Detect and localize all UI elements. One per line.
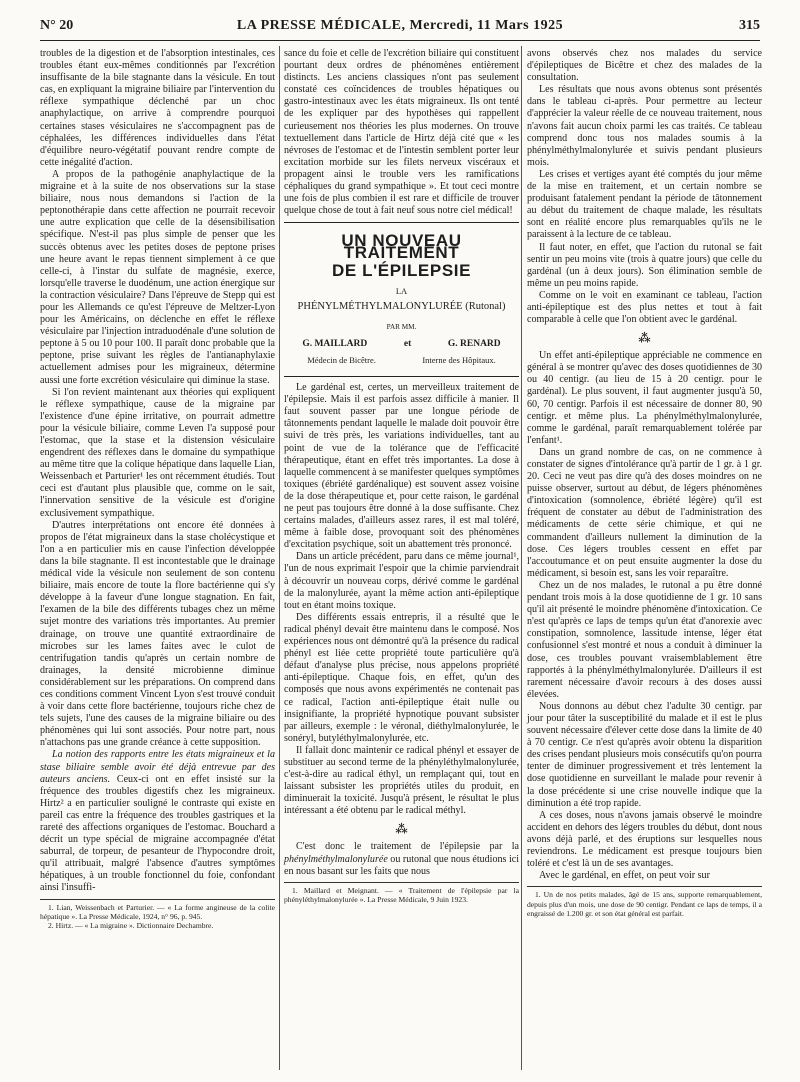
paragraph-text: C'est donc le traitement de l'épilepsie par la [296, 841, 519, 853]
paragraph: Les résultats que nous avons obtenus sont présentés dans le tableau ci-après. Pour permettre au lecteur d'apprécier la valeur réelle de ce nouveau traitement, nous n'avons fait aucun choix parmi les cas traités. Ce tableau comprend donc tous nos malades soumis à la phénylméthylmalonylurée et suivis pendant plusieurs mois. [527, 84, 762, 168]
article-la: LA [395, 285, 408, 296]
article-title: UN NOUVEAU TRAITEMENT [341, 231, 462, 263]
footnote-rule [40, 899, 275, 900]
paragraph: Il faut noter, en effet, que l'action du rutonal se fait sentir un peu moins vite (trois à quatre jours) que celle du gardénal (un à deux jours). Son élimination semble de même un peu moins rapide. [527, 241, 762, 289]
authors [284, 338, 519, 350]
paragraph: Nous donnons au début chez l'adulte 30 centigr. par jour pour tâter la susceptibilité du malade et il est le plus souvent nécessaire d'élever cette dose dans la limite de 40 à 70 centigr. Ce n'est qu'après avoir obtenu la disparition des crises pendant plusieurs mois consécutifs qu'on pourra tenter de diminuer progressivement et très lentement la dose quotidienne en surveillant le malade pour revenir à la dose précédente si une crise nouvelle indique que la diminution a été trop rapide. [527, 700, 762, 809]
paragraph: A ces doses, nous n'avons jamais observé le moindre accident en dehors des légers troubles du début, dont nous avons déjà parlé, et des éruptions sur lesquelles nous reviendrons. Le médicament est presque toujours bien toléré et c'est là un de ses avantages. [527, 809, 762, 870]
column-2 [284, 48, 519, 904]
paragraph: Chez un de nos malades, le rutonal a pu être donné pendant trois mois à la dose quotidienne de 1 gr. 10 sans qu'il ait présenté le moindre phénomène d'intoxication. Ce n'est qu'après ce laps de temps qu'un état d'anorexie avec constipation, somnolence, lassitude intense, léger état confusionnel s'est montré et nous a conduit à diminuer la dose, ces troubles pouvant vraisemblablement être rapportés à la phénylméthylmalonylurée. D'ailleurs il est rarement nécessaire d'avoir recours à des doses aussi élevées. [527, 579, 762, 700]
section-separator: ⁂ [638, 331, 651, 346]
paragraph: Si l'on revient maintenant aux théories qui expliquent le réflexe sympathique, cause de la migraine par l'existence d'une épine irritative, on pourrait admettre pour la vésicule biliaire, comme Leven l'a supposé pour l'estomac, que la stase et la distension vésiculaire engendrent des réflexes dans le domaine du sympathique au même titre que la colique hépatique dans laquelle Lian, Weissenbach et Parturier¹ les ont récemment étudiés. Tout ceci est d'autant plus plausible que, comme on le sait, l'innervation sensitive de la vésicule est d'origine exclusivement sympathique. [40, 386, 275, 519]
column-1 [40, 48, 275, 930]
italic-term: phénylméthylmalonylurée [284, 853, 388, 865]
paragraph: Les crises et vertiges ayant été comptés du jour même de la mise en traitement, et un certain nombre se produisant fatalement pendant la période de tâtonnement au début du traitement de chaque malade, les résultats sont en réalité encore plus remarquables qu'ils ne le paraissent à la lecture de ce tableau. [527, 168, 762, 241]
italic-lead: La notion des rapports entre les états migraineux et la stase biliaire semble avoir été déjà entrevue par des auteurs anciens. [40, 749, 275, 785]
paragraph: troubles de la digestion et de l'absorption intestinales, ces troubles étant eux-mêmes conditionnés par l'excrétion insuffisante de la bile stagnante dans la vésicule. En tout cas, en expliquant la migraine biliaire par l'intervention du réflexe sympathique déclenché par un choc anaphylactique, on arrive à comprendre pourquoi certaines stases vésiculaires ne s'accompagnent pas de céphalées, les différences individuelles dans l'état d'équilibre neuro-végétatif pouvant rendre compte de cette inégalité d'action. [40, 48, 275, 168]
running-header [40, 10, 760, 42]
paragraph: Dans un grand nombre de cas, on ne commence à constater de signes d'intolérance qu'à partir de 1 gr. à 1 gr. 20. Ceci ne veut pas dire qu'à des doses moindres on ne puisse observer, surtout au début, de légers phénomènes d'intoxication (somnolence, ébriété légère) qu'il est fréquent de constater au début de l'administration des médicaments de cette série chimique, et qui ne commandent d'ailleurs nullement la diminution de la dose. Ces légers troubles cessent en effet par l'accoutumance et on peut ensuite augmenter la dose du médicament, si besoin est, sans les voir reparaître. [527, 446, 762, 579]
footnotes [40, 903, 275, 931]
article-subtitle: PHÉNYLMÉTHYLMALONYLURÉE (Rutonal) [297, 300, 506, 312]
footnote: 1. Lian, Weissenbach et Parturier. — « La forme angineuse de la colite hépatique ». La Presse Médicale, 1924, n° 96, p. 945. [40, 902, 275, 921]
paragraph: sance du foie et celle de l'excrétion biliaire qui constituent pourtant deux ordres de phénomènes entièrement distincts. Les anciens classiques n'ont pas seulement constaté ces coïncidences de troubles hépatiques ou gastro-intestinaux avec les états migraineux. Ils ont tenté de les expliquer par des hypothèses qui rappellent curieusement nos théories les plus modernes. On trouve textuellement dans l'article de Hirtz déjà cité que « les névroses de l'estomac et de l'intestin semblent porter leur excitation morbide sur les filets nerveux viscéraux et propagent ainsi le trouble vers les ramifications céphaliques du grand sympathique ». Et tout ceci montre une fois de plus combien il est rare et difficile de trouver quelque chose de tout à fait neuf sous notre ciel médical! [284, 48, 519, 217]
journal-title: LA PRESSE MÉDICALE, Mercredi, 11 Mars 1925 [236, 18, 564, 33]
paragraph: Comme on le voit en examinant ce tableau, l'action anti-épileptique est des plus nettes et tout à fait comparable à celle que l'on obtient avec le gardénal. [527, 289, 762, 326]
paragraph: avons observés chez nos malades du service d'épileptiques de Bicêtre et chez des malades de la consultation. [527, 48, 762, 84]
author-conjunction: et [403, 338, 412, 349]
author-2-role: Interne des Hôpitaux. [422, 354, 496, 365]
footnote: 1. Maillard et Meignant. — « Traitement de l'épilepsie par la phényléthylmalonylurée ». La Presse Médicale, 9 Juin 1923. [284, 885, 519, 905]
byline-par: PAR MM. [386, 322, 417, 331]
footnotes [284, 886, 519, 905]
paragraph: A propos de la pathogénie anaphylactique de la migraine et à la suite de nos observations sur la stase biliaire, nous nous demandons si l'action de la peptonothérapie dans cette affection ne pourrait recevoir une autre explication que celle de la désensibilisation spécifique. N'est-il pas plus simple de penser que les succès obtenus avec les petites doses de peptone prises une heure avant le repas tiennent simplement à ce que celle-ci, à l'instar du sulfate de magnésie, exerce, lorsqu'elle traverse le duodénum, une action énergique sur la contraction vésiculaire? Dans l'épreuve de Stepp qui est pour les Allemands ce qu'est l'épreuve de Meltzer-Lyon pour les Américains, on déclenche en effet le réflexe vésiculaire par l'injection intraduodénale d'une solution de peptone à 5 ou 10 pour 100. Il paraît donc probable que la peptone, prise suivant les règles de l'antianaphylaxie actuellement admises pour les migraineux, détermine aussi une forte excrétion vésiculaire qui diminue la stase. [40, 168, 275, 386]
paragraph [284, 841, 519, 877]
footnotes [527, 890, 762, 918]
paragraph: Avec le gardénal, en effet, on peut voir sur [539, 870, 710, 882]
paragraph [40, 749, 275, 894]
footnote: 1. Un de nos petits malades, âgé de 15 ans, supporte remarquablement, depuis plus d'un mois, une dose de 90 centigr. Pendant ce laps de temps, il a engraissé de 1.200 gr. et son état général est parfait. [527, 890, 762, 918]
column-3 [527, 48, 762, 918]
author-1: G. MAILLARD [302, 338, 368, 349]
issue-number: N° 20 [40, 18, 74, 33]
paragraph-text: ou rutonal que nous étudions ici en nous basant sur les faits que nous [284, 853, 519, 877]
paragraph: Il fallait donc maintenir ce radical phényl et essayer de substituer au second terme de la phényléthylmalonylurée, c'est-à-dire au radical éthyl, un remplaçant qui, tout en laissant subsister les propriétés utiles du produit, en diminuerait la toxicité. Jusqu'à présent, le résultat le plus intéressant a été obtenu par le radical méthyl. [284, 744, 519, 817]
paragraph-text: Ceux-ci ont en effet insisté sur la fréquence des troubles digestifs chez les migraineux. Hirtz² a en particulier souligné le contraste qui existe en pareil cas entre la fréquence des troubles gastriques et la rareté des affections organiques de l'estomac. Bouchard a décrit un type spécial de migraine accompagnée d'état saburral, de torpeur, de pesanteur de l'hypocondre droit, qu'il attribuait, malgré l'absence d'autres symptômes hépatiques, à un trouble fonctionnel du foie, confondant ainsi l'insuffi- [40, 773, 275, 894]
author-1-role: Médecin de Bicêtre. [307, 354, 376, 365]
header-rule [40, 40, 760, 41]
page-number: 315 [739, 18, 760, 33]
author-2: G. RENARD [447, 338, 501, 349]
paragraph: D'autres interprétations ont encore été données à propos de l'état migraineux dans la stase cholécystique et l'on a en particulier mis en cause l'infection développée dans la bile stagnante. Il est incontestable que le drainage médical vide la vésicule non seulement de son contenu biliaire, mais encore de toute la flore bactérienne qui s'y développe à la faveur d'une longue stagnation. En fait, l'examen de la bile des différents tubages chez un même sujet montre des variations très importantes. Au premier drainage, on trouve une quantité extraordinaire de microbes sur les lames faites avec le culot de centrifugation tandis qu'après un certain nombre de drainages, la densité microbienne diminue considérablement sur les préparations. On comprend dans ces conditions comment Vincent Lyon s'est trouvé conduit à voir dans cette flore bactérienne, toujours riche chez de tels sujets, l'une des causes de la migraine biliaire ou des phénomènes qui lui sont associés. Pour notre part, nous n'attachons pas une grande créance à cette supposition. [40, 519, 275, 749]
paragraph: Des différents essais entrepris, il a résulté que le radical phényl devait être maintenu dans le composé. Nos expériences nous ont démontré qu'à la présence du radical phényl est liée cette propriété toute particulière qu'à défaut d'analyse plus précise, nous appelons propriété anti-épileptique. Chaque fois, en effet, qu'un des composés que nous avons expérimentés ne contenait pas ce radical, l'action anti-épileptique était nulle ou insignifiante, la propriété hypnotique pouvant subsister par ailleurs, exemple : le véronal, diéthylmalonylurée, le sonéryl, butyléthylmalonylurée, etc. [284, 611, 519, 744]
paragraph: Dans un article précédent, paru dans ce même journal¹, l'un de nous exprimait l'espoir que la chimie parviendrait à découvrir un nouveau corps, dérivé comme le gardénal de la malonylurée, ayant la même action anti-épileptique tout en étant moins toxique. [284, 551, 519, 611]
section-separator: ⁂ [395, 822, 408, 837]
footnote: 2. Hirtz. — « La migraine ». Dictionnaire Dechambre. [48, 921, 214, 931]
footnote-rule [284, 882, 519, 883]
column-divider [521, 46, 522, 1070]
article-title-line2: DE L'ÉPILEPSIE [331, 260, 472, 280]
footnote-rule [527, 886, 762, 887]
paragraph: Le gardénal est, certes, un merveilleux traitement de l'épilepsie. Mais il est parfois assez difficile à manier. Il faut souvent passer par une longue période de tâtonnements pendant laquelle le malade doit pouvoir être suivi de très près, les variations individuelles, tant au point de vue de la tolérance que de l'efficacité thérapeutique, étant en effet très importantes. La dose à laquelle commencent à se manifester quelques symptômes toxiques (ébriété gardénalique) est souvent assez voisine de la dose thérapeutique et, pour cette raison, le gardénal ne peut pas toujours être donné à la dose suffisante. Chez certains malades, d'ailleurs assez rares, il est mal toléré, même à faible dose, provoquant soit des phénomènes d'excitation psychique, soit un abattement très prononcé. [284, 382, 519, 551]
article-heading [284, 222, 519, 377]
column-divider [279, 46, 280, 1070]
author-roles [284, 354, 519, 366]
paragraph: Un effet anti-épileptique appréciable ne commence en général à se montrer qu'avec des doses quotidiennes de 30 ou 40 centigr. (au lieu de 15 à 20 centigr. pour le gardénal). Le plus souvent, il faut augmenter jusqu'à 50, 60, 70 centigr. Parfois il est nécessaire de donner 80, 90 centigr. et même plus. La phénylméthylmalonylurée, comme le gardénal, paraît remarquablement tolérée par l'enfant¹. [527, 350, 762, 446]
